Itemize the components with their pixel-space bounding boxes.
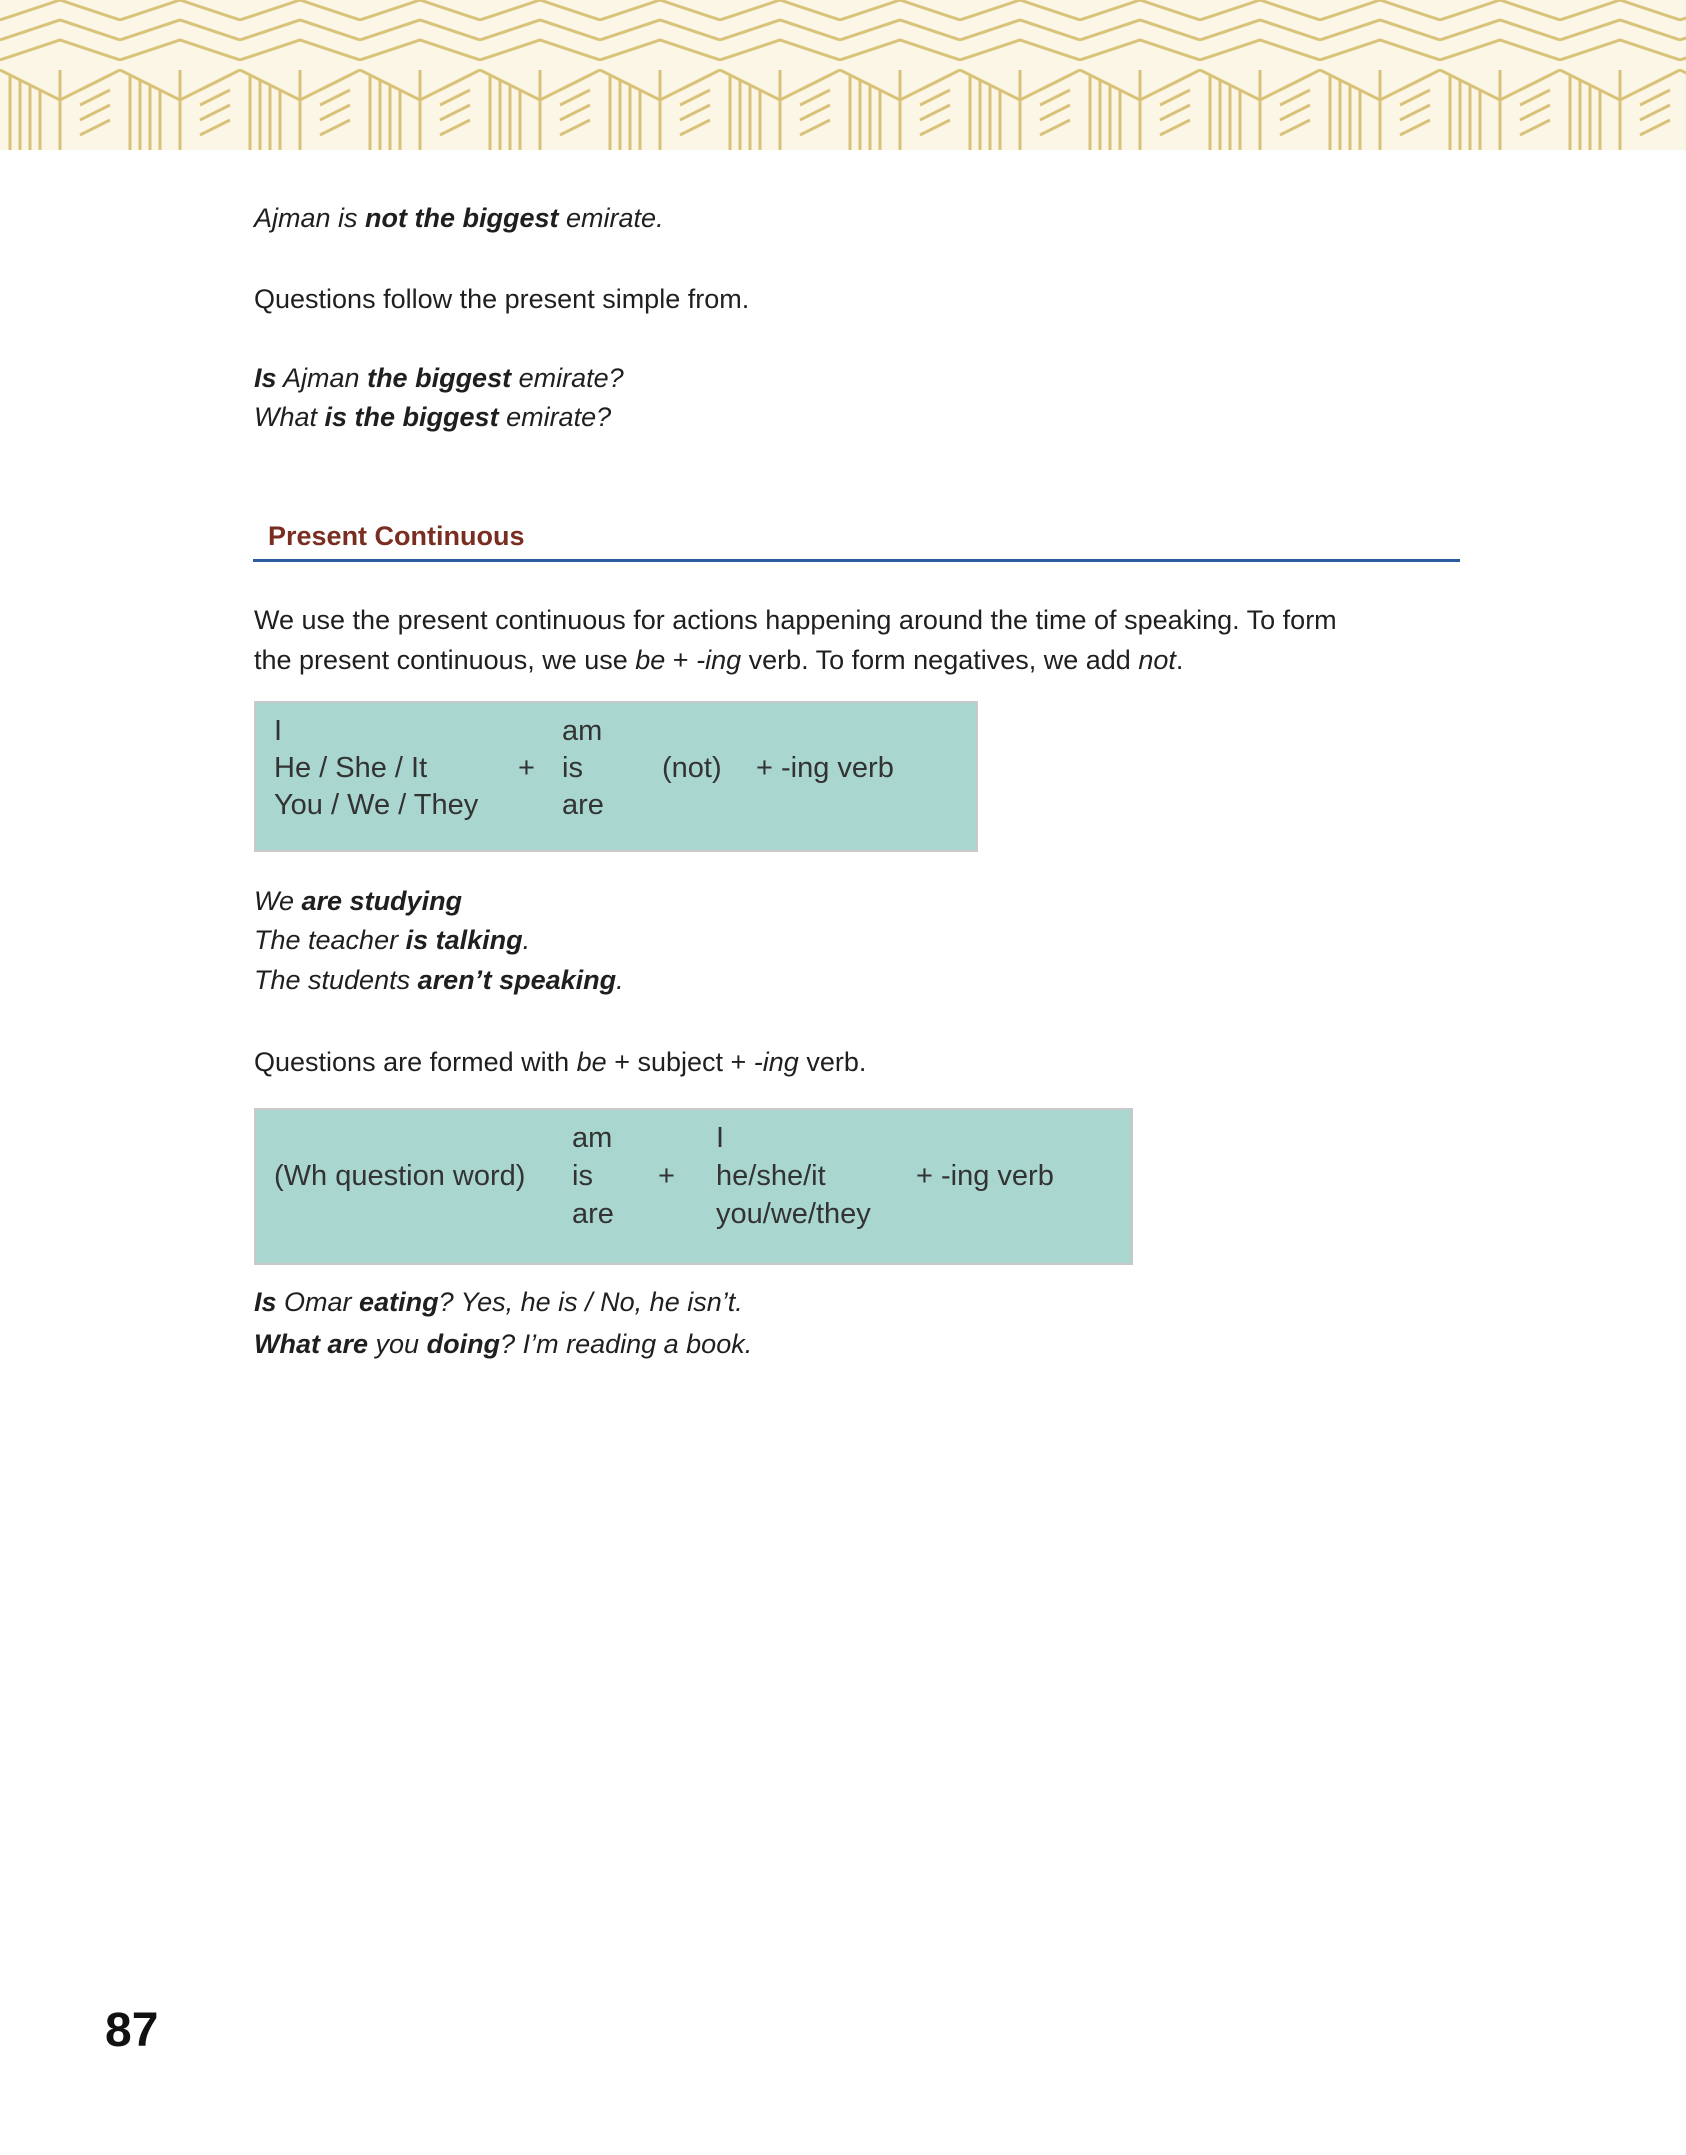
example-line: The teacher is talking.	[254, 925, 531, 955]
questions-note: Questions follow the present simple from.	[254, 284, 750, 314]
description-line-2: the present continuous, we use be + -ing verb. To form negatives, we add not.	[254, 645, 1184, 675]
geometric-pattern-graphic	[0, 0, 1686, 150]
ing-verb-label: + -ing verb	[756, 752, 894, 784]
page-number: 87	[105, 2004, 159, 2057]
subject-he-she-it: He / She / It	[274, 752, 428, 784]
ing-verb-label: + -ing verb	[916, 1160, 1054, 1192]
form-table-affirmative	[254, 701, 978, 852]
section-heading-rule	[253, 517, 1460, 562]
subject-he-she-it: he/she/it	[716, 1160, 826, 1192]
not-label: (not)	[662, 752, 722, 784]
verb-is: is	[572, 1160, 593, 1192]
negative-example: Ajman is not the biggest emirate.	[254, 203, 664, 233]
subject-i: I	[716, 1122, 725, 1154]
example-line: We are studying	[254, 886, 463, 916]
verb-are: are	[572, 1198, 614, 1230]
example-line: The students aren’t speaking.	[254, 965, 624, 995]
form-table-questions	[254, 1108, 1133, 1265]
verb-is: is	[562, 752, 583, 784]
wh-question-word: (Wh question word)	[274, 1160, 526, 1192]
verb-am: am	[562, 715, 603, 747]
question-example-2: What is the biggest emirate?	[254, 402, 612, 432]
plus-sign: +	[518, 752, 535, 784]
subject-i: I	[274, 715, 283, 747]
question-answer-example: What are you doing? I’m reading a book.	[254, 1329, 753, 1359]
verb-am: am	[572, 1122, 613, 1154]
verb-are: are	[562, 789, 604, 821]
question-answer-example: Is Omar eating? Yes, he is / No, he isn’t.	[254, 1287, 743, 1317]
subject-you-we-they: you/we/they	[716, 1198, 871, 1230]
plus-sign: +	[658, 1160, 675, 1192]
question-example-1: Is Ajman the biggest emirate?	[254, 363, 624, 393]
questions-formed-note: Questions are formed with be + subject + -ing verb.	[254, 1047, 867, 1077]
section-heading: Present Continuous	[268, 521, 525, 551]
decorative-banner	[0, 0, 1686, 150]
subject-you-we-they: You / We / They	[274, 789, 479, 821]
description-line-1: We use the present continuous for actions happening around the time of speaking. To form	[254, 605, 1337, 635]
